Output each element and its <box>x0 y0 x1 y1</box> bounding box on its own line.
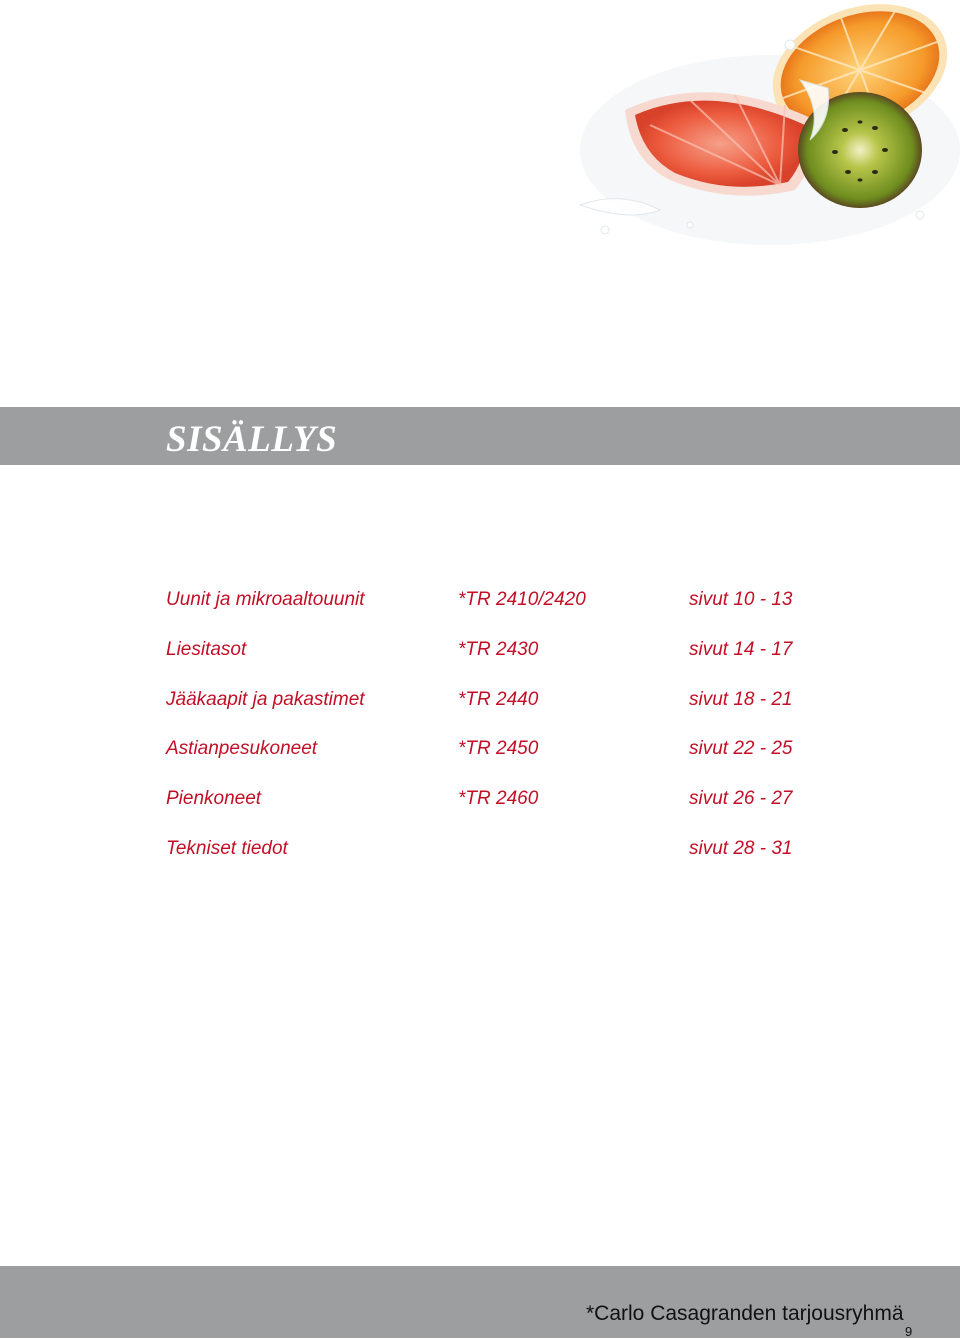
toc-code: *TR 2440 <box>458 689 539 710</box>
toc-pages: sivut 26 - 27 <box>689 788 793 809</box>
toc-row <box>0 588 960 618</box>
toc-section: Astianpesukoneet <box>166 738 318 759</box>
page-number: 9 <box>905 1324 913 1339</box>
toc-section: Pienkoneet <box>166 788 262 809</box>
footer-note: *Carlo Casagranden tarjousryhmä <box>586 1302 904 1325</box>
toc-code: *TR 2410/2420 <box>458 589 586 610</box>
toc-pages: sivut 28 - 31 <box>689 838 793 859</box>
fruit-splash-image <box>560 0 960 275</box>
toc-code: *TR 2430 <box>458 639 539 660</box>
toc-pages: sivut 14 - 17 <box>689 639 793 660</box>
toc-row <box>0 638 960 668</box>
toc-row <box>0 837 960 867</box>
toc-pages: sivut 18 - 21 <box>689 689 793 710</box>
toc-row <box>0 787 960 817</box>
toc-section: Jääkaapit ja pakastimet <box>166 689 365 710</box>
toc-section: Uunit ja mikroaaltouunit <box>166 589 365 610</box>
toc-section: Liesitasot <box>166 639 247 660</box>
footer-band <box>0 1266 960 1338</box>
title-band <box>0 407 960 465</box>
toc-pages: sivut 22 - 25 <box>689 738 793 759</box>
page-title: SISÄLLYS <box>166 419 338 460</box>
toc-row <box>0 737 960 767</box>
toc-row <box>0 688 960 718</box>
toc-code: *TR 2450 <box>458 738 539 759</box>
toc-pages: sivut 10 - 13 <box>689 589 793 610</box>
toc-code: *TR 2460 <box>458 788 539 809</box>
toc-section: Tekniset tiedot <box>166 838 288 859</box>
